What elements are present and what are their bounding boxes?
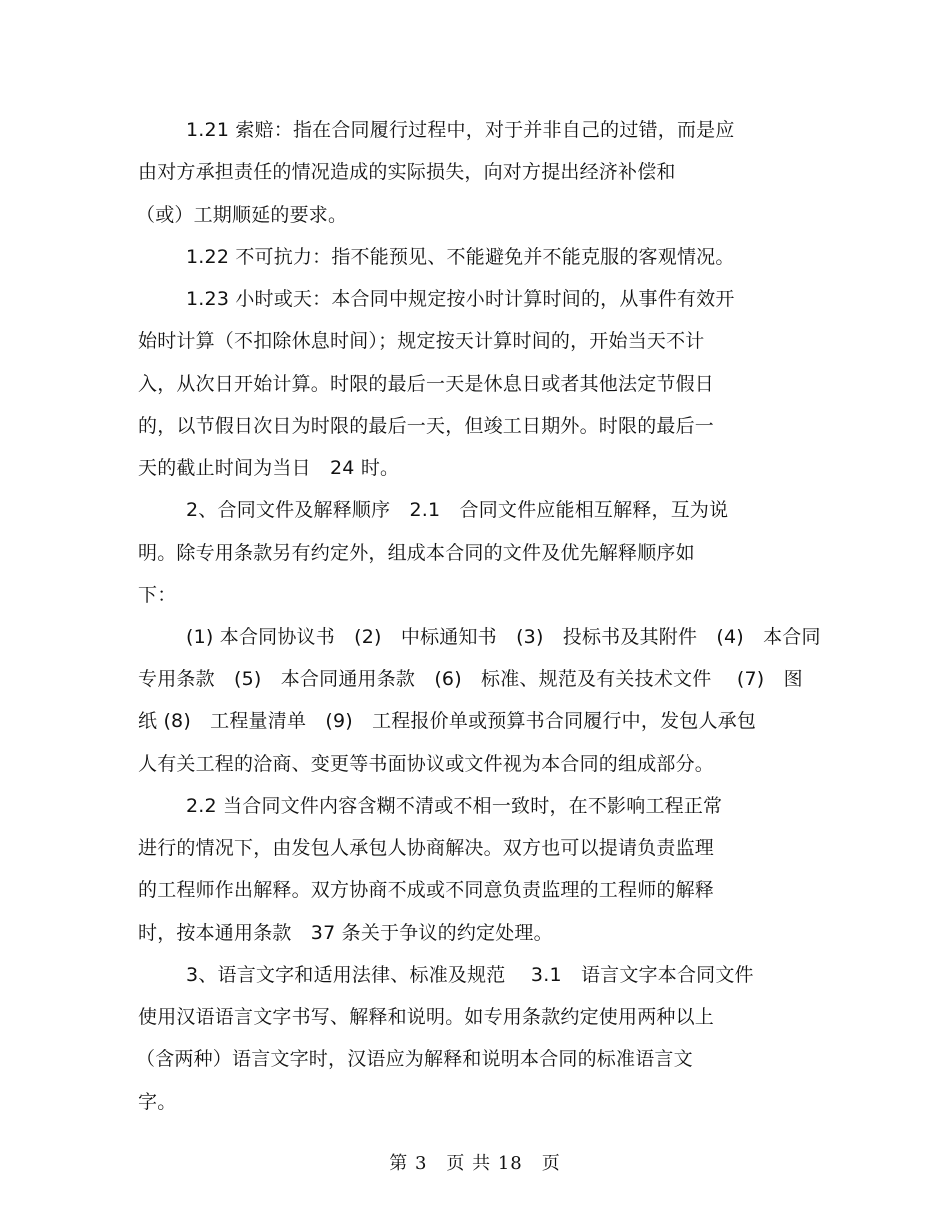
text-line-15: 纸 (8) 工程量清单 (9) 工程报价单或预算书合同履行中，发包人承包 [138, 710, 757, 732]
text-line-14: 专用条款 (5) 本合同通用条款 (6) 标准、规范及有关技术文件 (7) 图 [138, 668, 803, 690]
text-line-12: 下： [138, 584, 177, 606]
text-line-20: 时，按本通用条款 37 条关于争议的约定处理。 [138, 922, 553, 944]
text-line-2: 由对方承担责任的情况造成的实际损失，向对方提出经济补偿和 [138, 161, 676, 183]
text-line-8: 的，以节假日次日为时限的最后一天，但竣工日期外。时限的最后一 [138, 415, 715, 437]
text-line-10: 2、合同文件及解释顺序 2.1 合同文件应能相互解释，互为说 [186, 499, 729, 521]
text-line-24: 字。 [138, 1091, 177, 1113]
text-line-22: 使用汉语语言文字书写、解释和说明。如专用条款约定使用两种以上 [138, 1006, 715, 1028]
text-line-9: 天的截止时间为当日 24 时。 [138, 457, 400, 479]
page-number-footer: 第 3 页 共 18 页 [389, 1153, 561, 1174]
text-line-21: 3、语言文字和适用法律、标准及规范 3.1 语言文字本合同文件 [186, 964, 754, 986]
text-line-5: 1.23 小时或天：本合同中规定按小时计算时间的，从事件有效开 [186, 288, 735, 310]
text-line-6: 始时计算（不扣除休息时间）；规定按天计算时间的，开始当天不计 [138, 330, 705, 352]
text-line-17: 2.2 当合同文件内容含糊不清或不相一致时，在不影响工程正常 [186, 795, 723, 817]
text-line-19: 的工程师作出解释。双方协商不成或不同意负责监理的工程师的解释 [138, 879, 715, 901]
text-line-7: 入，从次日开始计算。时限的最后一天是休息日或者其他法定节假日 [138, 373, 715, 395]
text-line-3: （或）工期顺延的要求。 [136, 204, 348, 226]
text-line-13: (1) 本合同协议书 (2) 中标通知书 (3) 投标书及其附件 (4) 本合同 [186, 626, 821, 648]
text-line-11: 明。除专用条款另有约定外，组成本合同的文件及优先解释顺序如 [138, 542, 695, 564]
text-line-4: 1.22 不可抗力：指不能预见、不能避免并不能克服的客观情况。 [186, 246, 735, 268]
text-line-16: 人有关工程的洽商、变更等书面协议或文件视为本合同的组成部分。 [138, 753, 715, 775]
text-line-23: （含两种）语言文字时，汉语应为解释和说明本合同的标准语言文 [136, 1048, 693, 1070]
text-line-1: 1.21 索赔：指在合同履行过程中，对于并非自己的过错，而是应 [186, 119, 735, 141]
text-line-18: 进行的情况下，由发包人承包人协商解决。双方也可以提请负责监理 [138, 837, 715, 859]
